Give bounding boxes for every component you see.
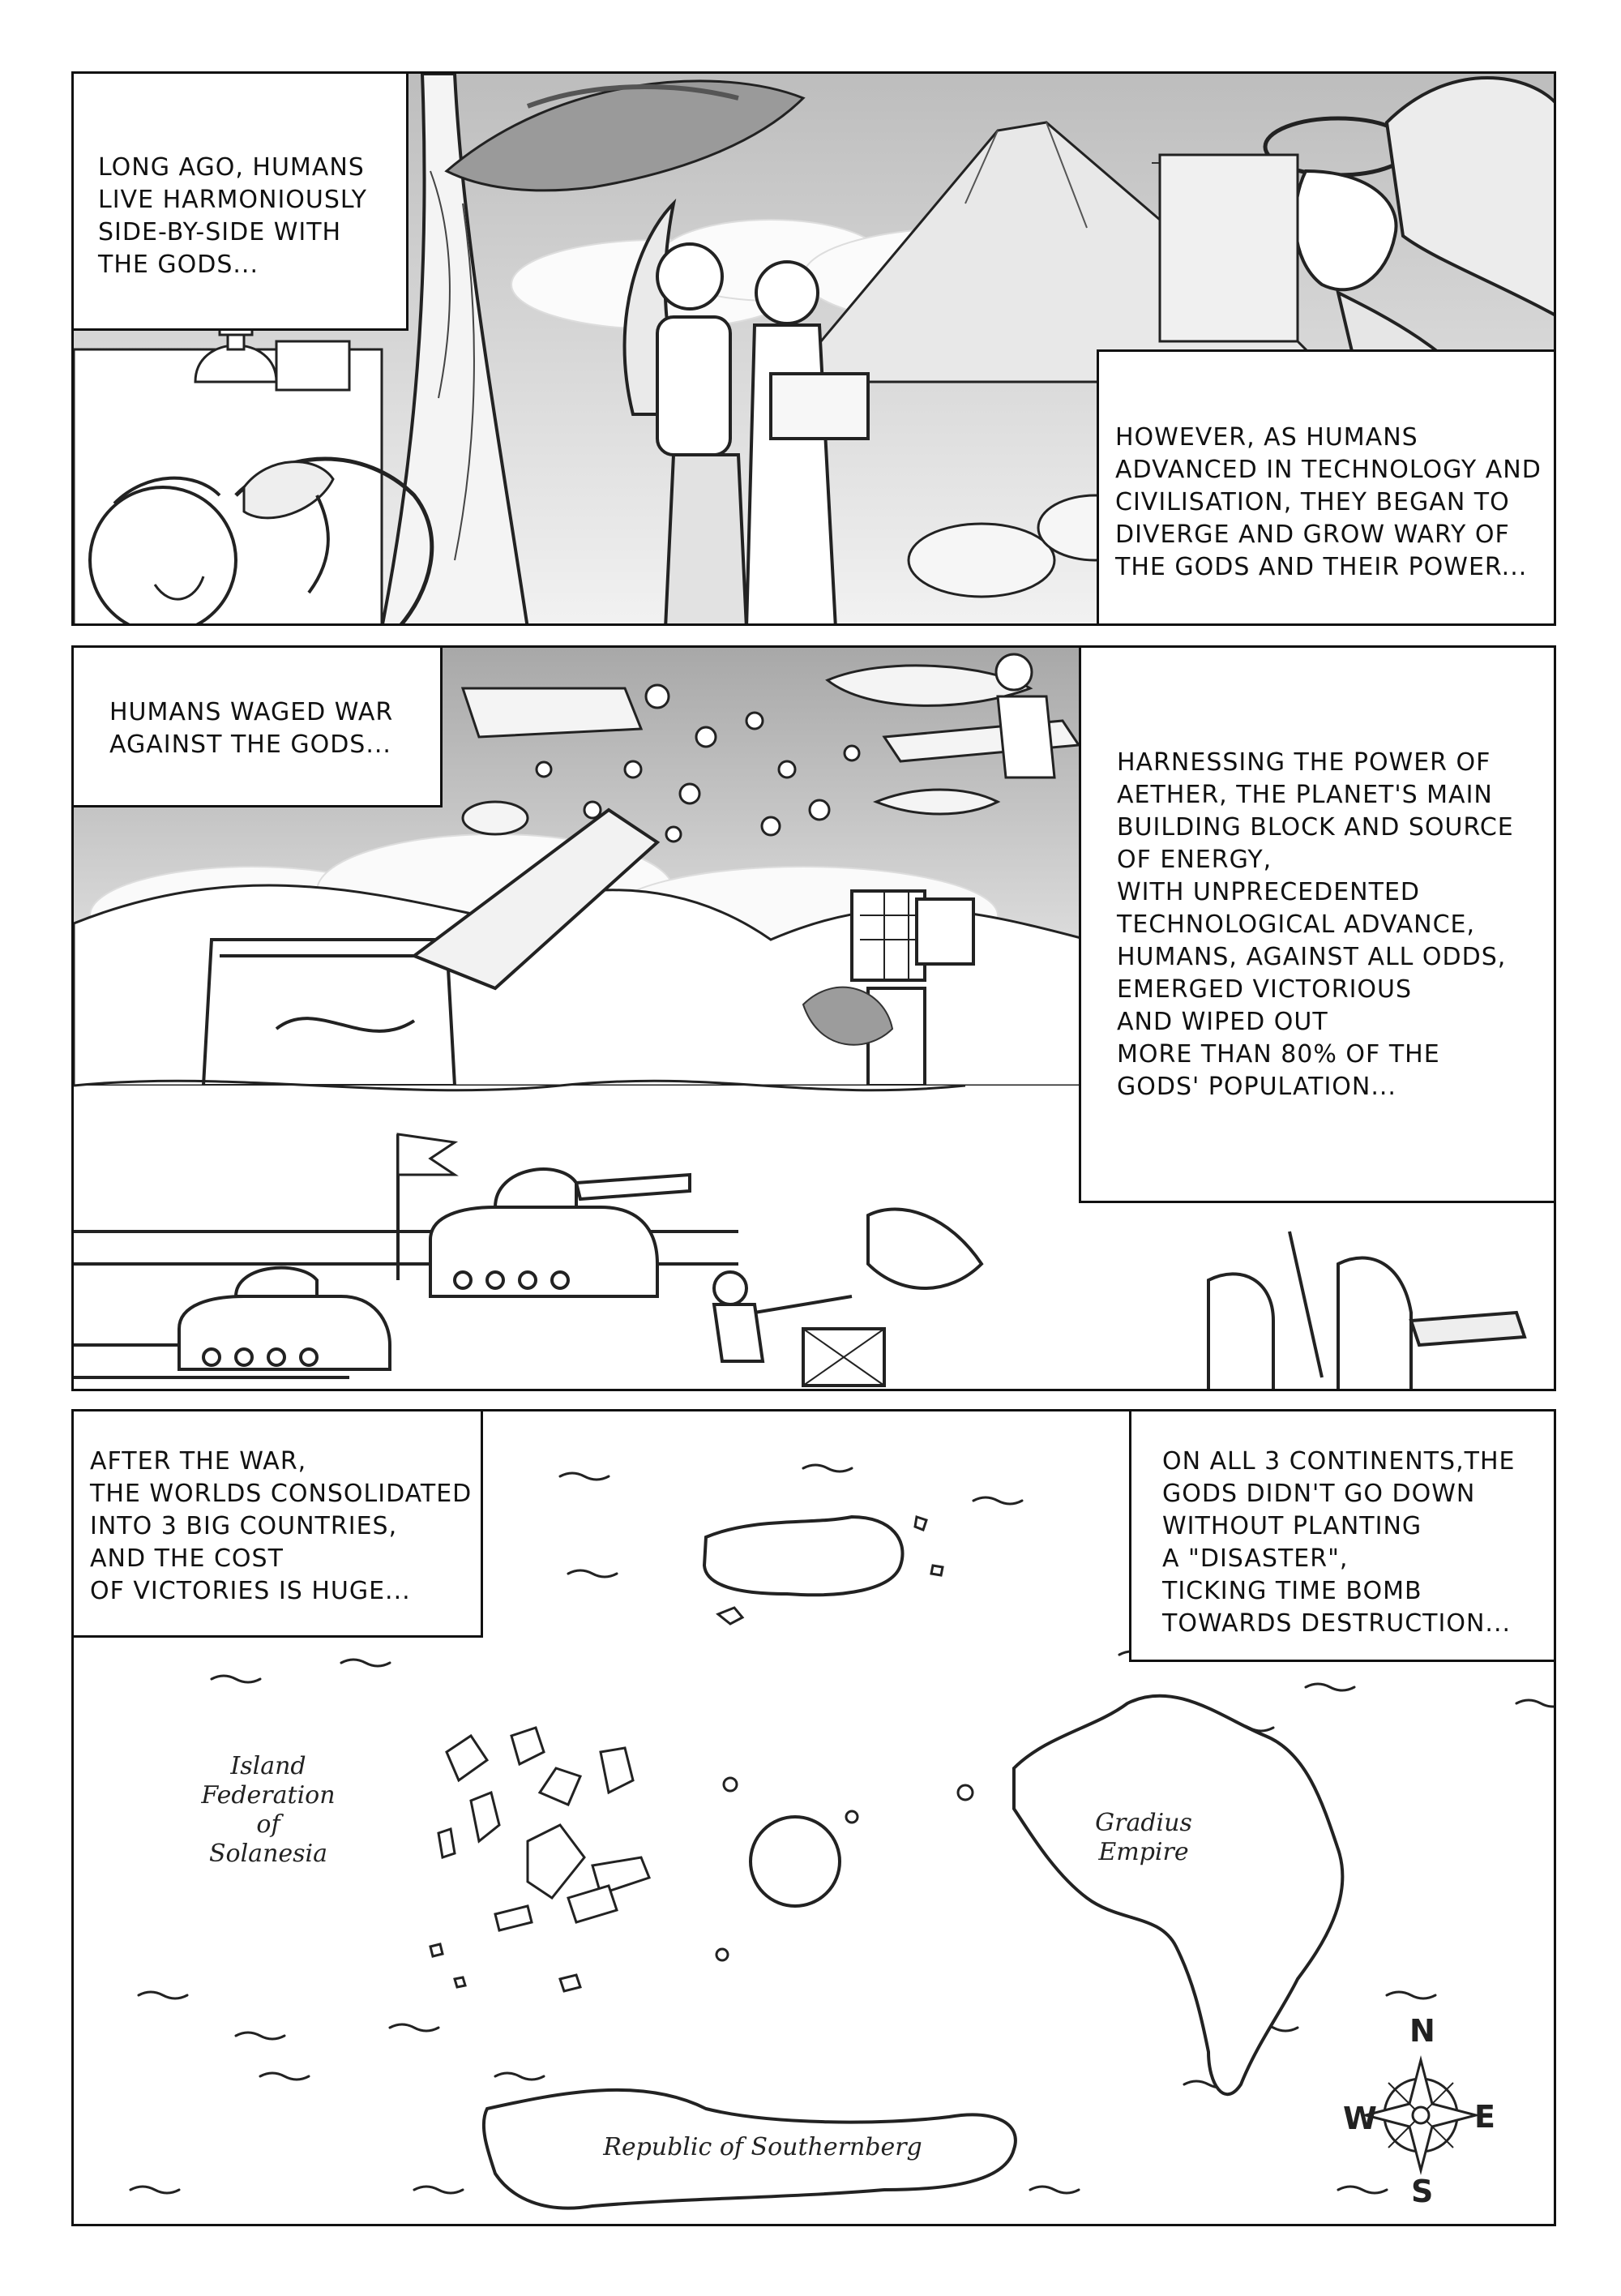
compass-rose-icon bbox=[1366, 2060, 1476, 2170]
compass-south-label: S bbox=[1411, 2174, 1434, 2209]
caption-long-ago-text: LONG AGO, HUMANS LIVE HARMONIOUSLY SIDE-BY-SIDE WITH THE GODS... bbox=[98, 153, 367, 279]
caption-however bbox=[1097, 349, 1556, 626]
map-label-republic-southernberg: Republic of Southernberg bbox=[603, 2133, 922, 2161]
caption-on-all-3-continents bbox=[1129, 1409, 1556, 1662]
caption-after-the-war bbox=[71, 1409, 483, 1638]
panel-gods-and-humans bbox=[71, 71, 1556, 626]
compass-east-label: E bbox=[1474, 2099, 1495, 2135]
caption-humans-waged-war-text: HUMANS WAGED WAR AGAINST THE GODS... bbox=[109, 698, 394, 759]
caption-however-text: HOWEVER, AS HUMANS ADVANCED IN TECHNOLOGY AND CIVILISATION, THEY BEGAN TO DIVERGE AND GROW WARY OF THE GODS AND THEIR POWER... bbox=[1115, 423, 1542, 581]
caption-on-all-3-continents-text: ON ALL 3 CONTINENTS,THE GODS DIDN'T GO DOWN WITHOUT PLANTING A "DISASTER", TICKING TIME BOMB TOWARDS DESTRUCTION... bbox=[1162, 1447, 1516, 1638]
map-label-gradius-empire: Gradius Empire bbox=[1095, 1809, 1192, 1866]
caption-long-ago bbox=[71, 71, 408, 331]
caption-humans-waged-war bbox=[71, 645, 443, 807]
map-label-island-federation: Island Federation of Solanesia bbox=[201, 1752, 336, 1868]
compass-north-label: N bbox=[1409, 2013, 1435, 2049]
caption-harnessing-aether-text: HARNESSING THE POWER OF AETHER, THE PLANET'S MAIN BUILDING BLOCK AND SOURCE OF ENERGY, WITH UNPRECEDENTED TECHNOLOGICAL ADVANCE, HUMANS, AGAINST ALL ODDS, EMERGED VICTORIOUS AND WIPED OUT MORE THAN 80% OF THE GODS' POPULATION... bbox=[1117, 748, 1514, 1101]
panel-war-against-gods bbox=[71, 645, 1556, 1391]
caption-harnessing-aether bbox=[1079, 645, 1556, 1203]
caption-after-the-war-text: AFTER THE WAR, THE WORLDS CONSOLIDATED INTO 3 BIG COUNTRIES, AND THE COST OF VICTORIES IS HUGE... bbox=[90, 1447, 473, 1605]
compass-west-label: W bbox=[1343, 2101, 1377, 2136]
panel-world-map bbox=[71, 1409, 1556, 2226]
